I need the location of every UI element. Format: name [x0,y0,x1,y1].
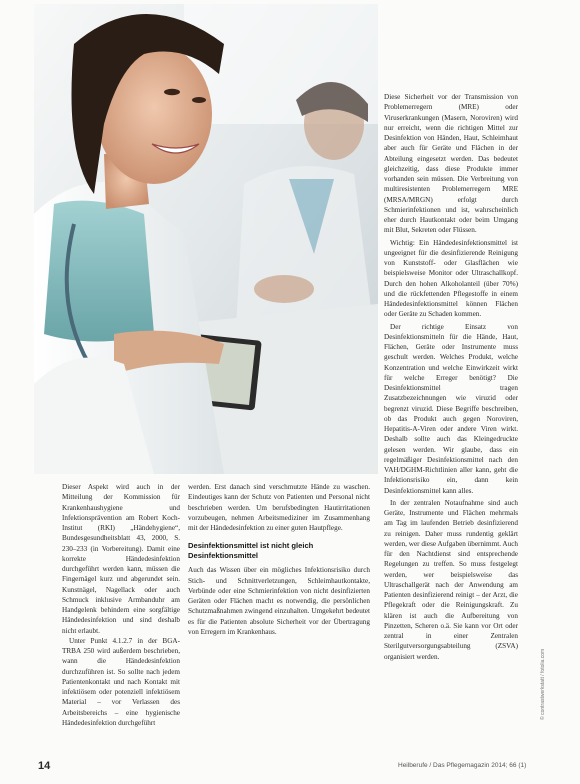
doctor-photo-illustration [34,4,378,474]
column-1 [62,482,180,728]
column-2 [188,482,370,637]
column-1-paragraph-2: Unter Punkt 4.1.2.7 in der BGA-TRBA 250 wird außerdem beschrieben, wann die Händedesinfektion durchzuführen ist. So sollte nach jedem Patientenkontakt und nach Kontakt mit infektiösem oder potenziell infektiösem Material – vor Verlassen des Arbeitsbereichs – eine hygienische Händedesinfektion durchgeführt [62,636,180,727]
column-3-paragraph-4: In der zentralen Notaufnahme sind auch Geräte, Instrumente und Flächen mehrmals am Tag im laufenden Betrieb desinfizierend zu reinigen. Daher muss rundentig geklärt werden, wer diese Aufgaben übernimmt. Auch für den Nachtdienst sind entsprechende Regelungen zu treffen. So muss festgelegt werden, wer beispielsweise das Ultraschallgerät nach der Anwendung am Patienten desinfizierend reinigt – der Arzt, die Pflegekraft oder die Reinigungskraft. Zu klären ist auch die Aufbereitung von Pinzetten, Scheren o.ä. Sie kann vor Ort oder zentral in einer Zentralen Sterilgutversorgungsabteilung (ZSVA) organisiert werden. [384,498,518,661]
column-3-paragraph-1: Diese Sicherheit vor der Transmission von Problemerregern (MRE) oder Viruserkrankungen (Masern, Noroviren) wird nur erreicht, wenn die richtigen Mittel zur Desinfektion von Händen, Haut, Schleimhaut aber auch für Geräte und Flächen in der Abteilung eingesetzt werden. Das bedeutet gleichzeitig, dass diese Produkte immer vorhanden sein müssen. Die Verbreitung von multiresistenten Problemerregern MRE (MRSA/MRGN) erfolgt durch Schmierinfektionen und ist, wahrscheinlich eher durch Hautkontakt oder beim Umgang mit Blut, Sekreten oder Flüssen. [384,93,518,235]
photo-credit: © contrastwerkstatt / fotolia.com [540,648,546,720]
column-3-paragraph-3: Der richtige Einsatz von Desinfektionsmitteln für die Hände, Haut, Flächen, Geräte oder Instrumente muss geschult werden. Welches Produkt, welche Konzentration und welche Einwirkzeit wirkt für welche Erreger benötigt? Die Desinfektionsmittel tragen Zusatzbezeichnungen wie viruzid oder begrenzt viruzid. Diese Begriffe beschreiben, ob das Produkt auch gegen Noroviren, Hepatitis-A-Viren oder andere Viren wirkt. Deshalb sollte auch das Kleingedruckte gelesen werden. Wir glaube, dass ein regelmäßiger Desinfektionsmittel nach den VAH/DGHM-Richtlinien aller kann, geht die Infektionsrisiko ein, dann kein Desinfektionsmittel kann alles. [384,322,518,495]
page-number: 14 [38,760,51,772]
column-1-paragraph-1: Dieser Aspekt wird auch in der Mitteilung der Kommission für Krankenhaushygiene und Infektionsprävention am Robert Koch-Institut (RKI) „Händehygiene“, Bundesgesundheitsblatt 43, 2000, S. 230–233 (in Vorbereitung). Damit eine korrekte Händedesinfektion durchgeführt werden kann, müssen die Fingernägel kurz und abgerundet sein. Kunstnägel, Nagellack oder auch Schmuck inklusive Armbanduhr am Handgelenk behindern eine sorgfältige Händedesinfektion und sind deshalb nicht erlaubt. [62,483,180,635]
column-3-paragraph-2: Wichtig: Ein Händedesinfektionsmittel ist ungeeignet für die desinfizierende Reinigung von Kunststoff- oder Glasflächen wie beispielsweise Monitor oder Ultraschallkopf. Durch den hohen Alkoholanteil (über 70%) und die rückfettenden Pflegestoffe in einem Händedesinfektionsmittel können Flächen oder Geräte zu Schaden kommen. [384,238,518,319]
section-subheading: Desinfektionsmittel ist nicht gleich Desinfektionsmittel [188,541,314,561]
column-2-paragraph-1: werden. Erst danach sind verschmutzte Hände zu waschen. Eindeutiges kann der Schutz von Patienten und Personal nicht beschrieben werden. Um berufsbedingten Hautirritationen vorzubeugen, nehmen Arbeitsmediziner im Zusammenhang mit der Händedesinfektion zu einer guten Hautpflege. [188,483,370,532]
article-photo [34,4,378,474]
column-2-paragraph-2: Auch das Wissen über ein mögliches Infektionsrisiko durch Stich- und Schnittverletzungen, Schleimhautkontakte, Verbünde oder eine Schmierinfektion von nicht desinfizierten Geräten oder Flächen macht es notwendig, die persönlichen Schutzmaßnahmen zwingend einzuhalten. Umgekehrt bedeutet es für die Patienten absolute Sicherheit vor der Übertragung von Erregern im Krankenhaus. [188,566,370,636]
journal-citation: Heilberufe / Das Pflegemagazin 2014; 66 (1) [398,762,527,769]
column-3 [384,92,518,662]
